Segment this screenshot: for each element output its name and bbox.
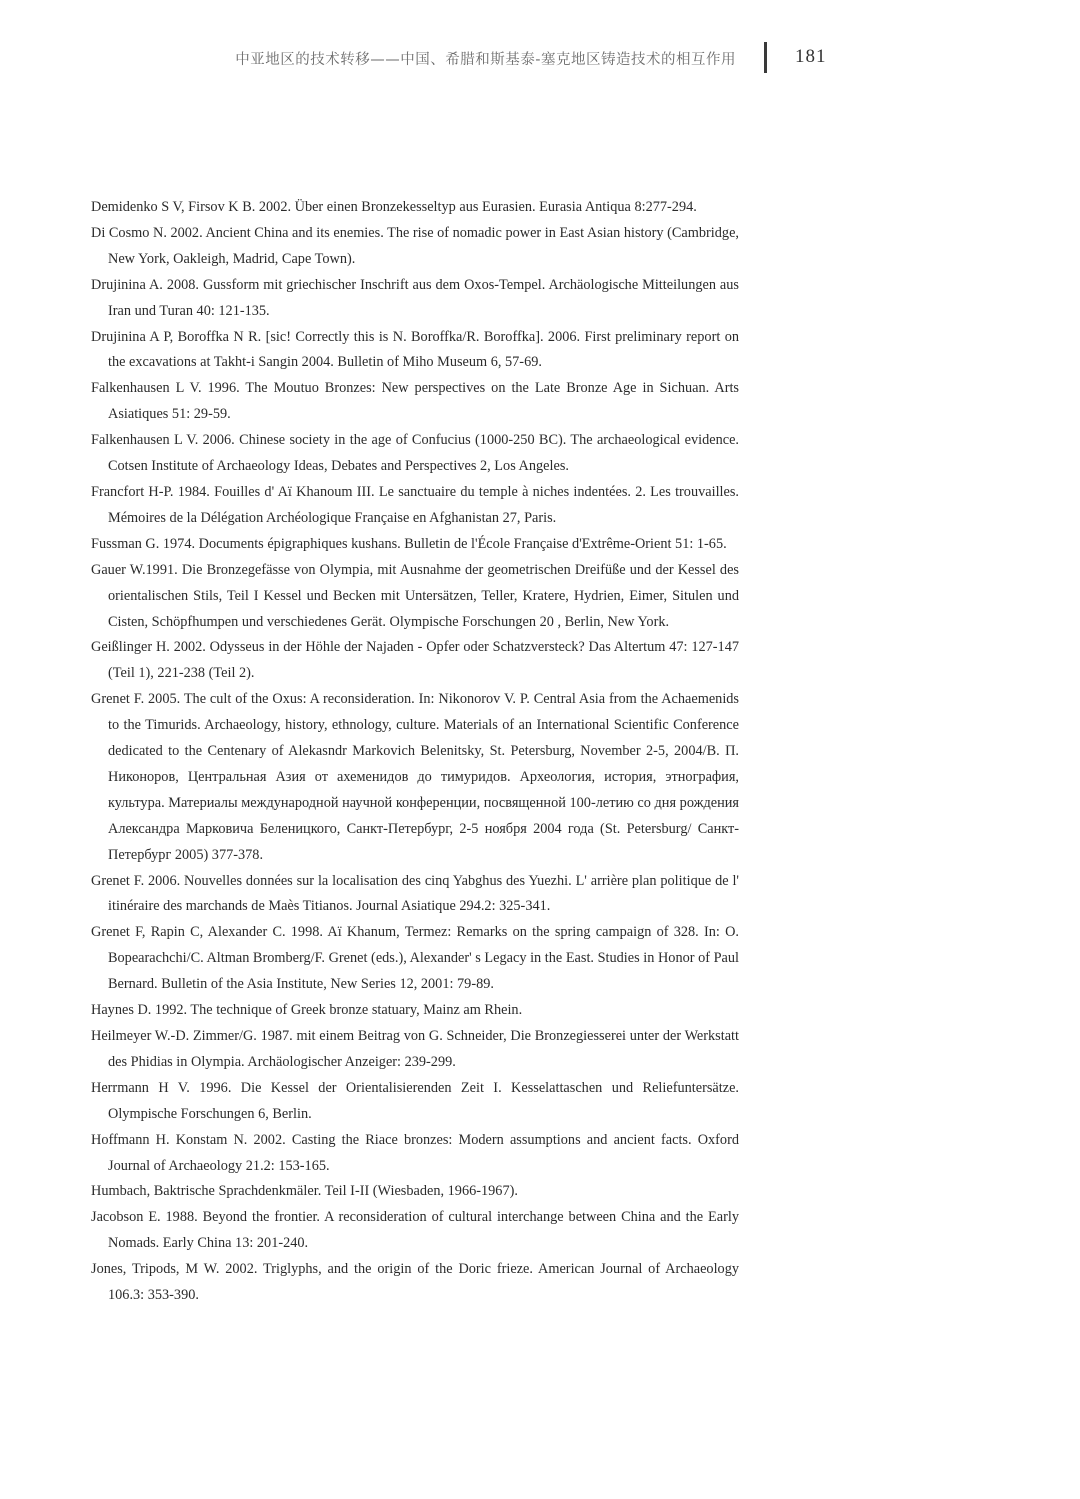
reference-entry: Haynes D. 1992. The technique of Greek bronze statuary, Mainz am Rhein.: [91, 1002, 523, 1019]
reference-entry: Falkenhausen L V. 2006. Chinese society in the age of Confucius (1000-250 BC). The archaeological evidence. Cotsen Institute of Archaeology Ideas, Debates and Perspectives 2, Los Angeles.: [91, 432, 739, 475]
reference-entry: Herrmann H V. 1996. Die Kessel der Orientalisierenden Zeit I. Kesselattaschen und Reliefuntersätze. Olympische Forschungen 6, Berlin.: [91, 1079, 739, 1122]
reference-entry: Hoffmann H. Konstam N. 2002. Casting the Riace bronzes: Modern assumptions and ancient facts. Oxford Journal of Archaeology 21.2: 153-165.: [91, 1131, 739, 1174]
reference-entry: Geißlinger H. 2002. Odysseus in der Höhle der Najaden - Opfer oder Schatzversteck? Das Altertum 47: 127-147 (Teil 1), 221-238 (Teil 2).: [91, 639, 739, 682]
running-title: 中亚地区的技术转移——中国、希腊和斯基泰-塞克地区铸造技术的相互作用: [235, 52, 736, 68]
reference-entry: Humbach, Baktrische Sprachdenkmäler. Teil I-II (Wiesbaden, 1966-1967).: [91, 1183, 518, 1200]
reference-entry: Heilmeyer W.-D. Zimmer/G. 1987. mit einem Beitrag von G. Schneider, Die Bronzegiesserei unter der Werkstatt des Phidias in Olympia. Archäologischer Anzeiger: 239-299.: [91, 1028, 739, 1070]
reference-entry: Di Cosmo N. 2002. Ancient China and its enemies. The rise of nomadic power in East Asian history (Cambridge, New York, Oakleigh, Madrid, Cape Town).: [91, 224, 739, 267]
reference-entry: Jones, Tripods, M W. 2002. Triglyphs, and the origin of the Doric frieze. American Journal of Archaeology 106.3: 353-390.: [91, 1261, 739, 1304]
reference-entry: Gauer W.1991. Die Bronzegefässe von Olympia, mit Ausnahme der geometrischen Dreifüße und der Kessel des orientalischen Stils, Teil I Kessel und Becken mit Untersätzen, Teller, Kratere, Hydrien, Eimer, Situlen und Cisten, Schöpfhumpen und verschiedenes Gerät. Olympische Forschungen 20 , Berlin, New York.: [91, 561, 739, 630]
reference-list: [91, 195, 739, 1309]
reference-entry: Demidenko S V, Firsov K B. 2002. Über einen Bronzekesseltyp aus Eurasien. Eurasia Antiqua 8:277-294.: [91, 199, 697, 215]
reference-entry: Francfort H-P. 1984. Fouilles d' Aï Khanoum III. Le sanctuaire du temple à niches indentées. 2. Les trouvailles. Mémoires de la Délégation Archéologique Française en Afghanistan 27, Paris.: [91, 483, 739, 526]
header-divider: [764, 42, 767, 73]
reference-entry: Grenet F. 2006. Nouvelles données sur la localisation des cinq Yabghus des Yuezhi. L' arrière plan politique de l' itinéraire des marchands de Maès Titianos. Journal Asiatique 294.2: 325-341.: [91, 872, 739, 915]
reference-entry: Falkenhausen L V. 1996. The Moutuo Bronzes: New perspectives on the Late Bronze Age in Sichuan. Arts Asiatiques 51: 29-59.: [91, 380, 739, 423]
reference-entry: Grenet F. 2005. The cult of the Oxus: A reconsideration. In: Nikonorov V. P. Central Asia from the Achaemenids to the Timurids. Archaeology, history, ethnology, culture. Materials of an International Scientific Conference dedicated to the Centenary of Alekasndr Markovich Belenitsky, St. Petersburg, November 2-5, 2004/В. П. Никоноров, Центральная Азия от ахеменидов до тимуридов. Археология, история, этнография, культура. Материалы международной научной конференции, посвященной 100-летию со дня рождения Александра Марковича Беленицкого, Санкт-Петербург, 2-5 ноября 2004 года (St. Petersburg/ Санкт-Петербург 2005) 377-378.: [91, 691, 739, 863]
reference-entry: Drujinina A. 2008. Gussform mit griechischer Inschrift aus dem Oxos-Tempel. Archäologische Mitteilungen aus Iran und Turan 40: 121-135.: [91, 276, 739, 319]
reference-entry: Grenet F, Rapin C, Alexander C. 1998. Aï Khanum, Termez: Remarks on the spring campaign of 328. In: O. Bopearachchi/C. Altman Bromberg/F. Grenet (eds.), Alexander' s Legacy in the East. Studies in Honor of Paul Bernard. Bulletin of the Asia Institute, New Series 12, 2001: 79-89.: [91, 924, 739, 993]
reference-entry: Drujinina A P, Boroffka N R. [sic! Correctly this is N. Boroffka/R. Boroffka]. 2006. First preliminary report on the excavations at Takht-i Sangin 2004. Bulletin of Miho Museum 6, 57-69.: [91, 328, 739, 371]
reference-entry: Jacobson E. 1988. Beyond the frontier. A reconsideration of cultural interchange between China and the Early Nomads. Early China 13: 201-240.: [91, 1209, 739, 1252]
page-number: 181: [795, 46, 827, 67]
reference-entry: Fussman G. 1974. Documents épigraphiques kushans. Bulletin de l'École Française d'Extrême-Orient 51: 1-65.: [91, 535, 727, 552]
running-header: [0, 42, 1080, 76]
